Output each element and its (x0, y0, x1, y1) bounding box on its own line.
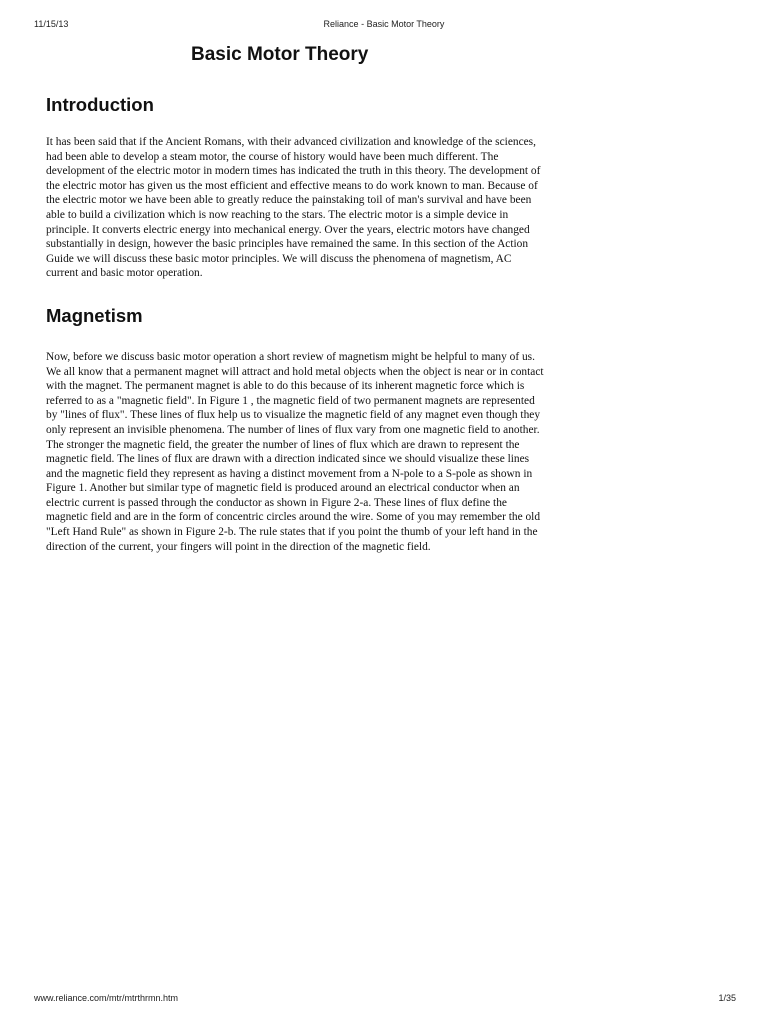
print-page-title: Reliance - Basic Motor Theory (323, 19, 445, 29)
section-body-magnetism: Now, before we discuss basic motor operation a short review of magnetism might be helpful to many of us. We all know that a permanent magnet will attract and hold metal objects when the object is near or in contact with the magnet. The permanent magnet is able to do this because of its inherent magnetic force which is referred to as a "magnetic field". In Figure 1 , the magnetic field of two permanent magnets are represented by "lines of flux". These lines of flux help us to visualize the magnetic field of any magnet even though they only represent an invisible phenomena. The number of lines of flux vary from one magnetic field to another. The stronger the magnetic field, the greater the number of lines of flux which are drawn to represent the magnetic field. The lines of flux are drawn with a direction indicated since we should visualize these lines and the magnetic field they represent as having a distinct movement from a N-pole to a S-pole as shown in Figure 1. Another but similar type of magnetic field is produced around an electrical conductor when an electric current is passed through the conductor as shown in Figure 2-a. These lines of flux define the magnetic field and are in the form of concentric circles around the wire. Some of you may remember the old "Left Hand Rule" as shown in Figure 2-b. The rule states that if you point the thumb of your left hand in the direction of the current, your fingers will point in the direction of the magnetic field. (46, 350, 544, 553)
page-url: www.reliance.com/mtr/mtrthrmn.htm (34, 993, 179, 1003)
print-header (0, 19, 768, 31)
section-heading-magnetism: Magnetism (46, 304, 143, 326)
section-heading-introduction: Introduction (46, 94, 154, 115)
print-footer (0, 993, 768, 1005)
page-number: 1/35 (718, 993, 736, 1003)
section-body-introduction: It has been said that if the Ancient Romans, with their advanced civilization and knowledge of the sciences, had been able to develop a steam motor, the course of history would have been much different. The development of the electric motor in modern times has indicated the truth in this theory. The development of the electric motor has given us the most efficient and effective means to do work known to man. Because of the electric motor we have been able to greatly reduce the painstaking toil of man's survival and have been able to build a civilization which is now reaching to the stars. The electric motor is a simple device in principle. It converts electric energy into mechanical energy. Over the years, electric motors have changed substantially in design, however the basic principles have remained the same. In this section of the Action Guide we will discuss these basic motor principles. We will discuss the phenomena of magnetism, AC current and basic motor operation. (46, 136, 541, 280)
document-title: Basic Motor Theory (191, 44, 369, 65)
print-date: 11/15/13 (34, 19, 69, 29)
document-content (46, 40, 546, 554)
